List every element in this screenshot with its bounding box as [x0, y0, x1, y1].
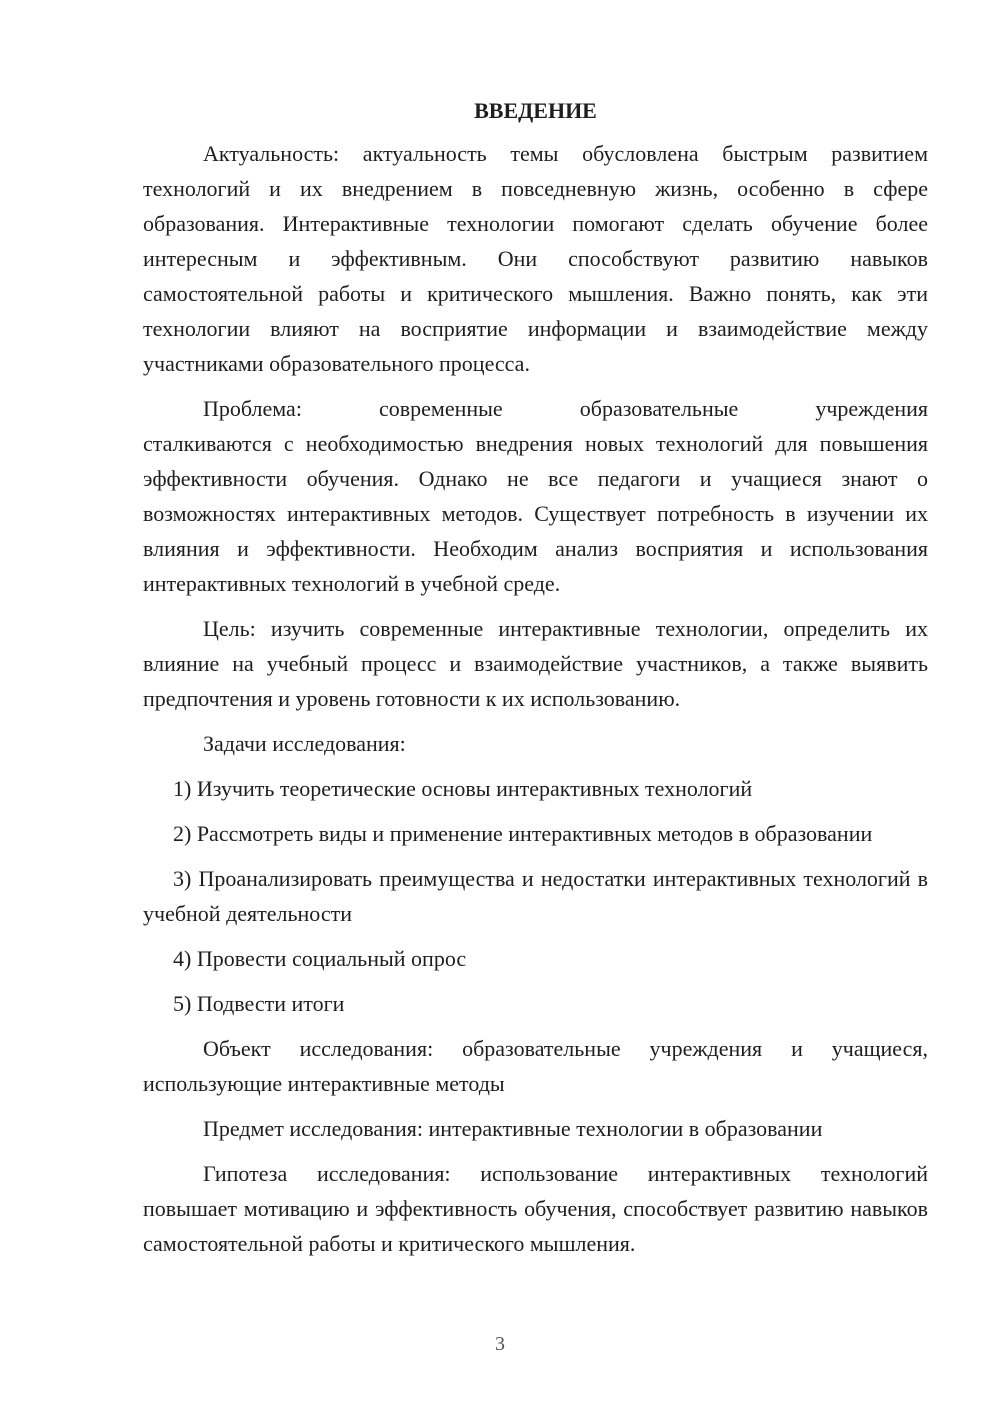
- task-item-2: 2) Рассмотреть виды и применение интерактивных методов в образовании: [173, 821, 873, 846]
- problem-paragraph: [143, 391, 928, 601]
- object-paragraph: Объект исследования: образовательные учреждения и учащиеся, использующие интерактивные методы: [143, 1036, 928, 1096]
- page-title: ВВЕДЕНИЕ: [474, 98, 597, 123]
- relevance-paragraph: Актуальность: актуальность темы обусловлена быстрым развитием технологий и их внедрением в повседневную жизнь, особенно в сфере образования. Интерактивные технологии помогают сделать обучение более интересным и эффективным. Они способствуют развитию навыков самостоятельной работы и критического мышления. Важно понять, как эти технологии влияют на восприятие информации и взаимодействие между участниками образовательного процесса.: [143, 141, 928, 376]
- task-item-1: 1) Изучить теоретические основы интерактивных технологий: [173, 776, 753, 801]
- problem-rest: сталкиваются с необходимостью внедрения новых технологий для повышения эффективности обучения. Однако не все педагоги и учащиеся знают о возможностях интерактивных методов. Существует потребность в изучении их влияния и эффективности. Необходим анализ восприятия и использования интерактивных технологий в учебной среде.: [143, 431, 928, 596]
- problem-first-line: Проблема: современные образовательные учреждения: [203, 396, 928, 421]
- page-content: [143, 96, 928, 1271]
- tasks-title: Задачи исследования:: [203, 731, 406, 756]
- hypothesis-paragraph: Гипотеза исследования: использование интерактивных технологий повышает мотивацию и эффективность обучения, способствует развитию навыков самостоятельной работы и критического мышления.: [143, 1161, 928, 1256]
- task-item-5: 5) Подвести итоги: [173, 991, 345, 1016]
- task-item-4: 4) Провести социальный опрос: [173, 946, 467, 971]
- task-item-3: 3) Проанализировать преимущества и недостатки интерактивных технологий в учебной деятельности: [143, 866, 928, 926]
- goal-paragraph: Цель: изучить современные интерактивные технологии, определить их влияние на учебный процесс и взаимодействие участников, а также выявить предпочтения и уровень готовности к их использованию.: [143, 616, 928, 711]
- subject-paragraph: Предмет исследования: интерактивные технологии в образовании: [203, 1116, 823, 1141]
- page-number: 3: [495, 1333, 505, 1355]
